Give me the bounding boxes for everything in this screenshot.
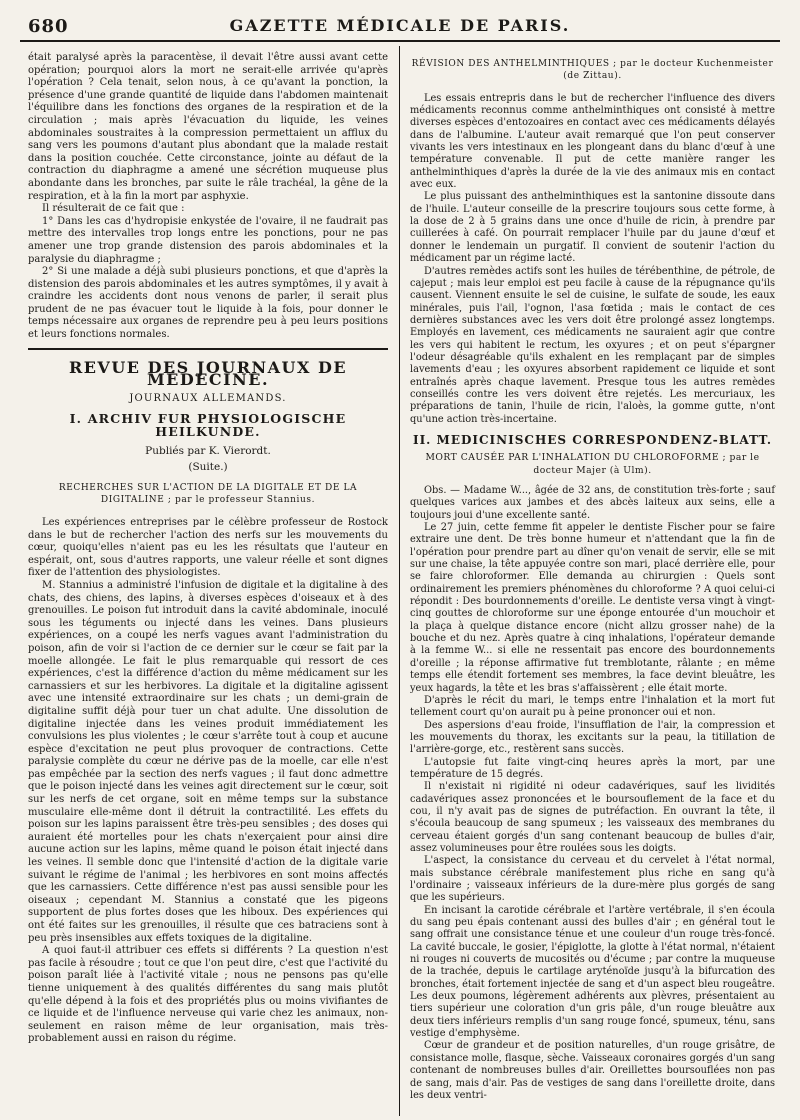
paragraph: L'aspect, la consistance du cerveau et du cervelet à l'état normal, mais substance cérébrale manifestement plus riche en sang qu'à l'ordinaire ; vaisseaux inférieurs de la dure-mère plus gorgés de sang que les supérieurs. [410,855,775,904]
journal-heading: II. MEDICINISCHES CORRESPONDENZ-BLATT. [412,432,773,447]
paragraph: Les essais entrepris dans le but de rechercher l'influence des divers médicaments reconnus comme anthelminthiques ont consisté à mettre diverses espèces d'entozoaires en contact avec ces médicaments délayés dans de l'albumine. L'auteur avait remarqué que l'on peut conserver vivants les vers intestinaux en les plongeant dans du blanc d'œuf à une température convenable. Il put de cette manière ranger les anthelminthiques d'après la durée de la vie des animaux mis en contact avec eux. [410,92,775,191]
right-column [410,52,775,1102]
paragraph: D'autres remèdes actifs sont les huiles de térébenthine, de pétrole, de cajeput ; mais leur emploi est peu facile à cause de la répugnance qu'ils causent. Viennent ensuite le sel de cuisine, le sulfate de soude, les eaux minérales, puis l'ail, l'ognon, l'asa fœtida ; mais le contact de ces dernières substances avec les vers doit être prolongé assez longtemps. Employés en lavement, ces médicaments ne sauraient agir que contre les vers qui habitent le rectum, les oxyures ; et on peut s'épargner l'odeur désagréable qu'ils exhalent en les remplaçant par de simples lavements d'eau ; les oxyures absorbent rapidement ce liquide et sont entraînés après chaque lavement. Presque tous les autres remèdes conseillés contre les vers doivent être rejetés. Les mercuriaux, les préparations de tanin, l'huile de ricin, l'aloès, la gomme gutte, n'ont qu'une action très-incertaine. [410,265,775,425]
paragraph: L'autopsie fut faite vingt-cinq heures après la mort, par une température de 15 degrés. [410,756,775,780]
paragraph: Les expériences entreprises par le célèbre professeur de Rostock dans le but de rechercher l'action des nerfs sur les mouvements du cœur, quoiqu'elles n'aient pas eu les les résultats que l'auteur en espérait, ont, sous d'autres rapports, une valeur réelle et sont dignes fixer de l'attention des physiologistes. [28,517,388,579]
paragraph: Obs. — Madame W..., âgée de 32 ans, de constitution très-forte ; sauf quelques varices aux jambes et des abcès laiteux aux seins, elle a toujours joui d'une excellente santé. [410,485,775,521]
paragraph: était paralysé après la paracentèse, il devait l'être aussi avant cette opération; pourquoi alors la mort ne serait-elle arrivée qu'après l'opération ? Cela tenait, selon nous, à ce qu'avant la ponction, la présence d'une grande quantité de liquide dans l'abdomen maintenait l'équilibre dans les fonctions des organes de la respiration et de la circulation ; mais après l'évacuation du liquide, les veines abdominales soustraites à la compression permettaient un afflux du sang vers les poumons d'autant plus abondant que la malade restait dans la position couchée. Cette circonstance, jointe au défaut de la contraction du diaphragme a amené une sécrétion muqueuse plus abondante dans les bronches, par suite le râle trachéal, la gêne de la respiration, et à la fin la mort par asphyxie. [28,52,388,202]
page-number: 680 [28,16,69,37]
article-title: RECHERCHES SUR L'ACTION DE LA DIGITALE ET DE LA DIGITALINE ; par le professeur Stannius. [58,482,358,506]
left-column [28,52,388,1046]
paragraph: Des aspersions d'eau froide, l'insufflation de l'air, la compression et les mouvements du thorax, les excitants sur la peau, la titillation de l'arrière-gorge, etc., restèrent sans succès. [410,719,775,756]
paragraph: En incisant la carotide cérébrale et l'artère vertébrale, il s'en écoula du sang peu épais contenant aussi des bulles d'air ; en général tout le sang offrait une consistance ténue et une couleur d'un rouge très-foncé. La cavité buccale, le gosier, l'épiglotte, la glotte à l'état normal, n'étaient ni rouges ni couverts de mucosités ou d'écume ; par contre la muqueuse de la trachée, depuis le cartilage aryténoïde jusqu'à la bifurcation des bronches, était fortement injectée de sang et d'un aspect bleu rougeâtre. Les deux poumons, légèrement adhérents aux plèvres, présentaient au tiers supérieur une coloration d'un gris pâle, d'un rouge bleuâtre aux deux tiers inférieurs remplis d'un sang rouge foncé, spumeux, ténu, sans vestige d'emphysème. [410,904,775,1040]
paragraph: Le plus puissant des anthelminthiques est la santonine dissoute dans de l'huile. L'auteur conseille de la prescrire toujours sous cette forme, à la dose de 2 à 5 grains dans une once d'huile de ricin, à prendre par cuillerées à café. On pourrait remplacer l'huile par du jaune d'œuf et donner le lendemain un purgatif. Il convient de soutenir l'action du médicament par un régime lacté. [410,191,775,265]
paragraph: Le 27 juin, cette femme fit appeler le dentiste Fischer pour se faire extraire une dent. De très bonne humeur et n'attendant que la fin de l'opération pour prendre part au dîner qu'on venait de servir, elle se mit sur une chaise, la tête appuyée contre son mari, placé derrière elle, pour se faire chloroformer. Elle demanda au chirurgien : Quels sont ordinairement les premiers phénomènes du chloroforme ? A quoi celui-ci répondit : Des bourdonnements d'oreille. Le dentiste versa vingt à vingt-cinq gouttes de chloroforme sur une éponge entourée d'un mouchoir et la plaça à quelque distance encore (nicht allzu grosser nahe) de la bouche et du nez. Après quatre à cinq inhalations, l'opérateur demande à la femme W... si elle ne ressentait pas encore des bourdonnements d'oreille ; la réponse affirmative fut tremblotante, râlante ; en même temps elle étendit fortement ses membres, la face devint bleuâtre, les yeux hagards, la tête et les bras s'affaissèrent ; elle était morte. [410,522,775,694]
column-divider [399,46,400,1116]
paragraph: M. Stannius a administré l'infusion de digitale et la digitaline à des chats, des chiens, des lapins, à diverses espèces d'oiseaux et à des grenouilles. Le poison fut introduit dans la cavité abdominale, inoculé sous les téguments ou injecté dans les veines. Dans plusieurs expériences, on a coupé les nerfs vagues avant l'administration du poison, afin de voir si l'action de ce dernier sur le cœur se fait par la moelle allongée. Le fait le plus remarquable qui ressort de ces expériences, c'est la différence d'action du même médicament sur les carnassiers et sur les herbivores. La digitale et la digitaline agissent avec une intensité extraordinaire sur les chats ; un demi-grain de digitaline suffit déjà pour tuer un chat adulte. Une dissolution de digitaline injectée dans les veines produit immédiatement les convulsions les plus violentes ; le cœur s'arrête tout à coup et aucune espèce d'excitation ne peut plus provoquer de contractions. Cette paralysie complète du cœur ne dérive pas de la moelle, car elle n'est pas empêchée par la section des nerfs vagues ; il faut donc admettre que le poison injecté dans les veines agit directement sur le cœur, soit sur les nerfs de cet organe, soit en même temps sur la substance musculaire elle-même dont il détruit la contractilité. Les effets du poison sur les lapins paraissent être très-peu sensibles ; des doses qui auraient été mortelles pour les chats n'exerçaient pour ainsi dire aucune action sur les lapins, même quand le poison était injecté dans les veines. Il semble donc que l'intensité d'action de la digitale varie suivant le régime de l'animal ; les herbivores en sont moins affectés que les carnassiers. Cette différence n'est pas aussi sensible pour les oiseaux ; cependant M. Stannius a constaté que les pigeons supportent de plus fortes doses que les hiboux. Des expériences qui ont été faites sur les grenouilles, il résulte que ces batraciens sont à peu près insensibles aux effets toxiques de la digitaline. [28,579,388,944]
journal-heading: I. ARCHIV FUR PHYSIOLOGISCHE HEILKUNDE. [69,411,347,440]
header-rule [20,40,780,42]
section-title: REVUE DES JOURNAUX DE MÉDECINE. [68,357,348,390]
paragraph: Il n'existait ni rigidité ni odeur cadavériques, sauf les lividités cadavériques assez prononcées et le boursouflement de la face et du cou, il n'y avait pas de signes de putréfaction. En ouvrant la tête, il s'écoula beaucoup de sang spumeux ; les vaisseaux des membranes du cerveau étaient gorgés d'un sang contenant beaucoup de bulles d'air, assez volumineuses pour être roulées sous les doigts. [410,781,775,854]
paragraph: 1° Dans les cas d'hydropisie enkystée de l'ovaire, il ne faudrait pas mettre des intervalles trop longs entre les ponctions, pour ne pas amener une trop grande distension des parois abdominales et la paralysie du diaphragme ; [28,215,388,265]
paragraph: Cœur de grandeur et de position naturelles, d'un rouge grisâtre, de consistance molle, flasque, sèche. Vaisseaux coronaires gorgés d'un sang contenant de nombreuses bulles d'air. Oreillettes boursouflées non pas de sang, mais d'air. Pas de vestiges de sang dans l'oreillette droite, dans les deux ventri- [410,1040,775,1101]
paragraph: D'après le récit du mari, le temps entre l'inhalation et la mort fut tellement court qu'on aurait pu à peine prononcer oui et non. [410,694,775,719]
article-title: MORT CAUSÉE PAR L'INHALATION DU CHLOROFORME ; par le docteur Majer (à Ulm). [425,452,760,476]
subsection-title: JOURNAUX ALLEMANDS. [129,392,287,404]
paragraph: Il résulterait de ce fait que : [42,203,185,215]
page-header [20,10,780,38]
publisher-line: Publiés par K. Vierordt. [145,444,271,457]
journal-title: GAZETTE MÉDICALE DE PARIS. [229,16,571,35]
article-title: RÉVISION DES ANTHELMINTHIQUES ; par le docteur Kuchenmeister (de Zittau). [411,59,774,82]
paragraph: A quoi faut-il attribuer ces effets si différents ? La question n'est pas facile à résoudre ; tout ce que l'on peut dire, c'est que l'activité du poison paraît liée à l'activité vitale ; nous ne pensons pas qu'elle tienne uniquement à des qualités différentes du sang mais plutôt qu'elle dépend à la fois et des propriétés plus ou moins vivifiantes de ce liquide et de l'influence nerveuse qui varie chez les animaux, non-seulement en raison même de leur organisation, mais très-probablement aussi en raison du régime. [28,945,388,1045]
suite-line: (Suite.) [188,461,228,474]
paragraph: 2° Si une malade a déjà subi plusieurs ponctions, et que d'après la distension des parois abdominales et les autres symptômes, il y avait à craindre les accidents dont nous venons de parler, il serait plus prudent de ne pas évacuer tout le liquide à la fois, pour donner le temps nécessaire aux organes de reprendre peu à peu leurs positions et leurs fonctions normales. [28,266,388,341]
section-rule [28,348,388,350]
